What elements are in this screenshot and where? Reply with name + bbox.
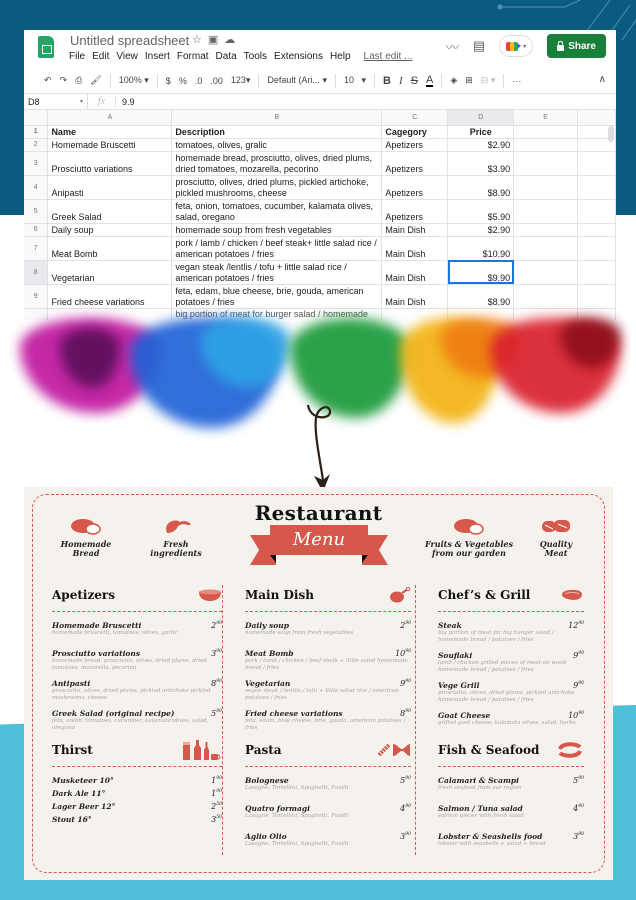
percent-format-button[interactable]: % [178, 75, 187, 86]
borders-icon[interactable]: ⊞ [465, 75, 473, 85]
zoom-select[interactable]: 100% ▾ [118, 75, 149, 85]
name-box[interactable]: D8 ▾ [24, 94, 88, 109]
leaf-icon [159, 517, 193, 535]
menu-item: Quatro formagi Lasagne, Tortellini, Spaghetti, Fusilli $4^{90}$ [245, 804, 411, 819]
menu-help[interactable]: Help [329, 51, 351, 62]
font-size-select[interactable]: 10 ▾ [343, 75, 367, 85]
cell[interactable]: Daily soup [48, 223, 172, 236]
cell[interactable] [514, 175, 578, 199]
bowl-icon [198, 588, 222, 602]
cell[interactable]: tomatoes, olives, gralic [172, 138, 382, 151]
text-color-button[interactable]: A [425, 73, 434, 86]
cell[interactable]: pork / lamb / chicken / beef steak+ little salad rice / american potatoes / fries [172, 236, 382, 260]
cell[interactable]: Prosciutto variations [48, 151, 172, 175]
badge-fresh-ingredients: Fresh ingredients [148, 517, 204, 558]
restaurant-menu-card [24, 487, 613, 880]
menu-item: Stout 16° $3^{50}$ [52, 815, 222, 824]
section-fish-seafood [438, 740, 584, 860]
table-row [24, 138, 616, 151]
section-chefs-grill [438, 585, 584, 734]
undo-icon[interactable]: ↶ [44, 75, 52, 85]
table-row [24, 260, 616, 284]
meet-button[interactable] [499, 35, 533, 57]
decrease-decimal-button[interactable]: .0 [194, 75, 203, 86]
column-header-a[interactable]: A [48, 110, 172, 125]
column-divider [415, 585, 416, 855]
meet-camera-icon [506, 42, 518, 51]
section-pasta [245, 740, 411, 860]
menu-bar [69, 51, 412, 62]
cell[interactable]: Main Dish [382, 284, 448, 308]
collapse-toolbar-icon[interactable]: ∧ [598, 74, 606, 85]
fx-icon: fx [88, 96, 116, 107]
menu-item: Lobster & Seashells food lobster with seashells + salad + bread $3^{90}$ [438, 832, 584, 847]
formatting-toolbar [24, 68, 616, 94]
menu-item: Bolognese Lasagne, Tortellini, Spaghetti, Fusilli $5^{90}$ [245, 776, 411, 791]
table-row [24, 175, 616, 199]
cell[interactable]: big portion of meat for burger salad / homemade [172, 308, 382, 320]
last-edit-link[interactable]: Last edit ... [363, 51, 413, 62]
column-header-d[interactable]: D [448, 110, 514, 125]
cell[interactable] [514, 151, 578, 175]
formula-bar [24, 94, 616, 110]
menu-item: Meat Bomb pork / lamb / chicken / beef steak + little salad homemade bread / fries $10^{90}$ [245, 649, 411, 671]
steak-icon [560, 588, 584, 602]
menu-item: Calamari & Scampi fresh seafood from our region $5^{90}$ [438, 776, 584, 791]
menu-item: Vegetarian vegan steak / lentils / tofu + little salad rice / american potatoes / fries $9^{90}$ [245, 679, 411, 701]
google-sheets-logo-icon[interactable] [38, 36, 54, 58]
cell[interactable]: $2.90 [448, 138, 514, 151]
cell[interactable] [514, 199, 578, 223]
column-divider [222, 585, 223, 855]
menu-item: Goat Cheese grilled goat cheese, kalamata olives, salad, herbs $10^{90}$ [438, 711, 584, 726]
cell[interactable]: Main Dish [382, 223, 448, 236]
table-row [24, 199, 616, 223]
table-row [24, 125, 616, 138]
print-icon[interactable]: ⎙ [75, 75, 83, 85]
meat-icon [539, 517, 573, 535]
move-to-folder-icon[interactable]: ▣ [207, 34, 225, 46]
row-header[interactable]: 5 [24, 199, 48, 223]
menu-item: Vege Grill prosciutto, olives, dried plums, pickled artichoke homemade bread / potatoes / fries $9^{90}$ [438, 681, 584, 703]
badge-quality-meat: Quality Meat [532, 517, 580, 558]
row-header[interactable]: 9 [24, 284, 48, 308]
cloud-saved-icon[interactable]: ☁ [224, 34, 242, 46]
cell[interactable]: Description [172, 125, 382, 138]
comments-icon[interactable]: ▤ [472, 38, 486, 53]
menu-title: Restaurant [254, 501, 383, 525]
section-thirst [52, 740, 222, 828]
table-row [24, 236, 616, 260]
row-header[interactable]: 7 [24, 236, 48, 260]
cell[interactable] [514, 284, 578, 308]
cell[interactable]: $2.90 [448, 223, 514, 236]
strikethrough-button[interactable]: S [410, 74, 418, 87]
menu-extensions[interactable]: Extensions [274, 51, 323, 62]
row-header[interactable]: 6 [24, 223, 48, 236]
share-button[interactable] [547, 34, 606, 58]
column-header-b[interactable]: B [172, 110, 382, 125]
menu-edit[interactable]: Edit [92, 51, 110, 62]
table-row [24, 284, 616, 308]
drinks-icon [182, 739, 222, 761]
increase-decimal-button[interactable]: .00 [210, 75, 223, 86]
cell[interactable]: Meat Bomb [48, 236, 172, 260]
cell[interactable]: Anipasti [48, 175, 172, 199]
cell[interactable]: Main Dish [382, 236, 448, 260]
cell[interactable]: Name [48, 125, 172, 138]
document-title[interactable]: Untitled spreadsheet [70, 33, 190, 48]
more-options-button[interactable]: ··· [512, 75, 522, 86]
section-title: Thirst [52, 743, 93, 757]
cell[interactable]: $5.90 [448, 199, 514, 223]
cell[interactable]: vegan steak /lentlis / tofu + little salad rice / american potatoes / fries [172, 260, 382, 284]
menu-file[interactable]: File [69, 51, 86, 62]
cell[interactable]: Greek Salad [48, 199, 172, 223]
row-header[interactable]: 3 [24, 151, 48, 175]
row-header[interactable]: 8 [24, 260, 48, 284]
menu-ribbon-banner [250, 525, 388, 567]
menu-item: Aglio Olio Lasagne, Tortellini, Spaghetti, Fusilli $3^{90}$ [245, 832, 411, 847]
column-header-c[interactable]: C [382, 110, 448, 125]
cell[interactable]: Price [448, 125, 514, 138]
menu-view[interactable]: View [116, 51, 138, 62]
section-title: Pasta [245, 743, 282, 757]
table-row [24, 151, 616, 175]
cell-grid [24, 110, 616, 320]
cell[interactable]: homemade soup from fresh vegetables [172, 223, 382, 236]
cell[interactable]: $8.90 [448, 284, 514, 308]
cell[interactable] [514, 125, 578, 138]
bold-button[interactable]: B [383, 74, 391, 87]
menu-item: Greek Salad (original recipe) feta, onion, tomatoes, cucumber, kalamata olives, salad, oregano $5^{90}$ [52, 709, 222, 731]
row-header[interactable]: 4 [24, 175, 48, 199]
section-title: Main Dish [245, 588, 314, 602]
menu-item: Musketeer 10° $1^{90}$ [52, 776, 222, 785]
activity-trend-icon[interactable]: 〰 [445, 39, 459, 55]
row-header[interactable]: 1 [24, 125, 48, 138]
selected-cell-d8[interactable]: $9.90 [448, 260, 514, 284]
cell[interactable] [514, 260, 578, 284]
menu-tools[interactable]: Tools [243, 51, 268, 62]
menu-format[interactable]: Format [176, 51, 209, 62]
table-row [24, 223, 616, 236]
cell[interactable]: $8.90 [448, 175, 514, 199]
cell[interactable]: Fried cheese variations [48, 284, 172, 308]
menu-item: Lager Beer 12° $2^{50}$ [52, 802, 222, 811]
merge-cells-icon[interactable]: ⊟ ▾ [480, 75, 496, 85]
fill-color-icon[interactable]: ◈ [450, 75, 458, 85]
cell[interactable]: Apetizers [382, 138, 448, 151]
bread-icon [452, 517, 486, 535]
menu-item: Prosciutto variations homemade bread, prosciutto, olives, dried plums, dried tomatoes, mozarella, pecorino $3^{90}$ [52, 649, 222, 671]
badge-fruits-vegetables: Fruits & Vegetables from our garden [424, 517, 514, 558]
star-icon[interactable]: ☆ [192, 34, 208, 46]
section-main-dish [245, 585, 411, 739]
menu-item: Salmon / Tuna salad salmon pieces with fresh salad $4^{90}$ [438, 804, 584, 819]
pasta-icon [377, 741, 411, 759]
column-header-e[interactable]: E [514, 110, 578, 125]
cell[interactable]: Cagegory [382, 125, 448, 138]
shrimp-icon [556, 741, 584, 759]
vertical-scrollbar[interactable] [608, 126, 614, 142]
menu-item: Fried cheese variations feta, edam, blue cheese, brie, gouda, american potatoes / fries $8^{90}$ [245, 709, 411, 731]
lock-icon [557, 45, 564, 51]
cell[interactable]: Main Dish [382, 260, 448, 284]
menu-item: Homemade Bruscetti homemade bruscetti, tomatoes, olives, garlic $2^{90}$ [52, 621, 222, 636]
share-label: Share [568, 40, 596, 52]
font-select[interactable]: Default (Ari... ▾ [267, 75, 327, 85]
section-title: Fish & Seafood [438, 743, 540, 757]
ribbon-label: Menu [270, 525, 368, 555]
menu-data[interactable]: Data [215, 51, 237, 62]
menu-item: Dark Ale 11° $1^{90}$ [52, 789, 222, 798]
bread-icon [69, 517, 103, 535]
cell[interactable]: feta, onion, tomatoes, cucumber, kalamata olives, salad, oregano [172, 199, 382, 223]
menu-insert[interactable]: Insert [144, 51, 170, 62]
select-all-corner[interactable] [24, 110, 48, 125]
cell[interactable] [514, 223, 578, 236]
spreadsheet-window [24, 30, 616, 320]
menu-item: Steak big portion of meat for big hunger salad / homemade bread / potatoes / fries $12^{90}$ [438, 621, 584, 643]
cell[interactable]: feta, edam, blue cheese, brie, gouda, american potatoes / fries [172, 284, 382, 308]
menu-item: Daily soup homemade soup from fresh vegetables $2^{90}$ [245, 621, 411, 636]
italic-button[interactable]: I [398, 74, 403, 87]
chevron-down-icon: ▾ [523, 43, 527, 50]
cell[interactable] [514, 236, 578, 260]
column-headers [24, 110, 616, 125]
formula-input[interactable]: 9.9 [122, 96, 135, 107]
menu-item: Souflaki lamb / chicken grilled pieces of meat on wood homemade bread / potatoes / fries $9^{90}$ [438, 651, 584, 673]
currency-format-button[interactable]: $ [165, 75, 171, 86]
sheet-titlebar [24, 30, 616, 68]
cell[interactable]: Apetizers [382, 151, 448, 175]
more-formats-button[interactable]: 123▾ [230, 75, 251, 85]
cell[interactable]: homemade bread, prosciutto, olives, dried plums, dried tomatoes, mozarella, pecorino [172, 151, 382, 175]
curly-arrow-down-icon [290, 400, 350, 500]
chicken-leg-icon [389, 587, 411, 603]
section-apetizers [52, 585, 222, 739]
row-header[interactable]: 2 [24, 138, 48, 151]
cell[interactable]: prosciutto, olives, dried plums, pickled artichoke, pickled mushrooms, cheese [172, 175, 382, 199]
cell[interactable]: Apetizers [382, 175, 448, 199]
section-title: Chef’s & Grill [438, 588, 531, 602]
menu-item: Antipasti prosciutto, olives, dried plums, pickled artichoke pickled mushrooms, cheese $8^{90}$ [52, 679, 222, 701]
paint-format-icon[interactable]: 🖌 [90, 75, 102, 85]
chevron-down-icon: ▾ [79, 99, 83, 105]
cell[interactable]: $10.90 [448, 236, 514, 260]
redo-icon[interactable]: ↷ [59, 75, 68, 85]
cell[interactable]: Vegetarian [48, 260, 172, 284]
cell[interactable]: Homemade Bruscetti [48, 138, 172, 151]
cell[interactable] [514, 138, 578, 151]
badge-homemade-bread: Homemade Bread [58, 517, 114, 558]
cell[interactable]: Apetizers [382, 199, 448, 223]
cell[interactable]: $3.90 [448, 151, 514, 175]
section-title: Apetizers [52, 588, 115, 602]
